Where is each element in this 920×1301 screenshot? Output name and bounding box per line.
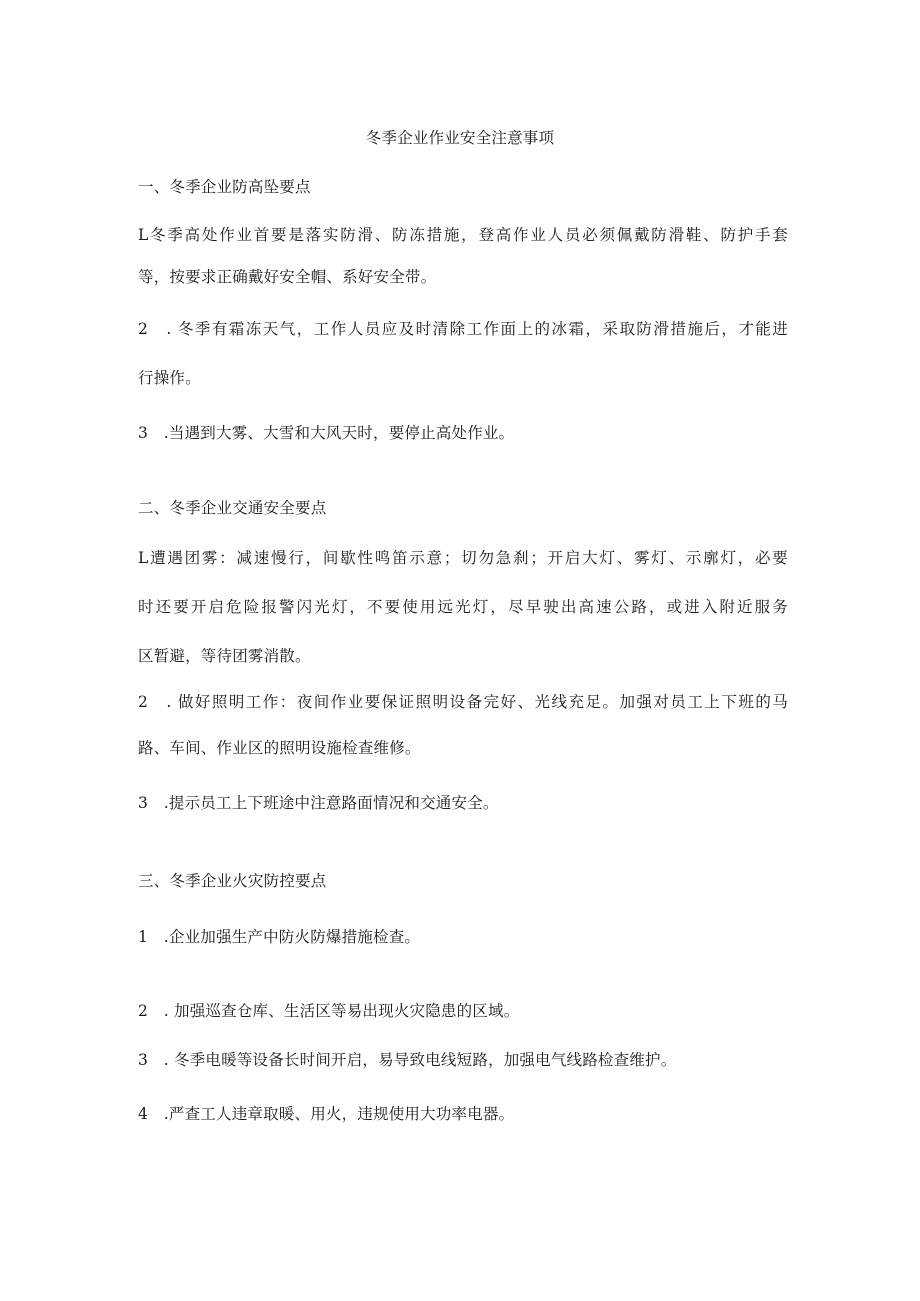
paragraph-line: 1 .企业加强生产中防火防爆措施检查。 bbox=[138, 928, 421, 946]
paragraph-line: 等，按要求正确戴好安全帽、系好安全带。 bbox=[138, 268, 437, 286]
paragraph-line: 3 .提示员工上下班途中注意路面情况和交通安全。 bbox=[138, 794, 499, 812]
paragraph-line: 3 . 冬季电暖等设备长时间开启，易导致电线短路，加强电气线路检查维护。 bbox=[138, 1051, 677, 1069]
section-heading-fall-protection: 一、冬季企业防高坠要点 bbox=[138, 178, 311, 196]
paragraph-line: 2 . 加强巡查仓库、生活区等易出现火灾隐患的区域。 bbox=[138, 1002, 520, 1020]
paragraph-line: L遭遇团雾：减速慢行，间歇性鸣笛示意；切勿急刹；开启大灯、雾灯、示廓灯，必要 bbox=[138, 549, 788, 567]
paragraph-line: L冬季高处作业首要是落实防滑、防冻措施，登高作业人员必须佩戴防滑鞋、防护手套 bbox=[138, 226, 788, 244]
paragraph-line: 时还要开启危险报警闪光灯，不要使用远光灯，尽早驶出高速公路，或进入附近服务 bbox=[138, 598, 788, 616]
paragraph-line: 2 . 做好照明工作：夜间作业要保证照明设备完好、光线充足。加强对员工上下班的马 bbox=[138, 693, 788, 711]
paragraph-line: 2 . 冬季有霜冻天气，工作人员应及时清除工作面上的冰霜，采取防滑措施后，才能进 bbox=[138, 320, 788, 338]
paragraph-line: 路、车间、作业区的照明设施检查维修。 bbox=[138, 739, 421, 757]
paragraph-line: 区暂避，等待团雾消散。 bbox=[138, 647, 311, 665]
paragraph-line: 4 .严查工人违章取暖、用火，违规使用大功率电器。 bbox=[138, 1105, 515, 1123]
section-heading-fire-prevention: 三、冬季企业火灾防控要点 bbox=[138, 872, 327, 890]
paragraph-line: 3 .当遇到大雾、大雪和大风天时，要停止高处作业。 bbox=[138, 424, 515, 442]
section-heading-traffic-safety: 二、冬季企业交通安全要点 bbox=[138, 499, 327, 517]
paragraph-line: 行操作。 bbox=[138, 369, 201, 387]
document-title: 冬季企业作业安全注意事项 bbox=[365, 129, 555, 147]
